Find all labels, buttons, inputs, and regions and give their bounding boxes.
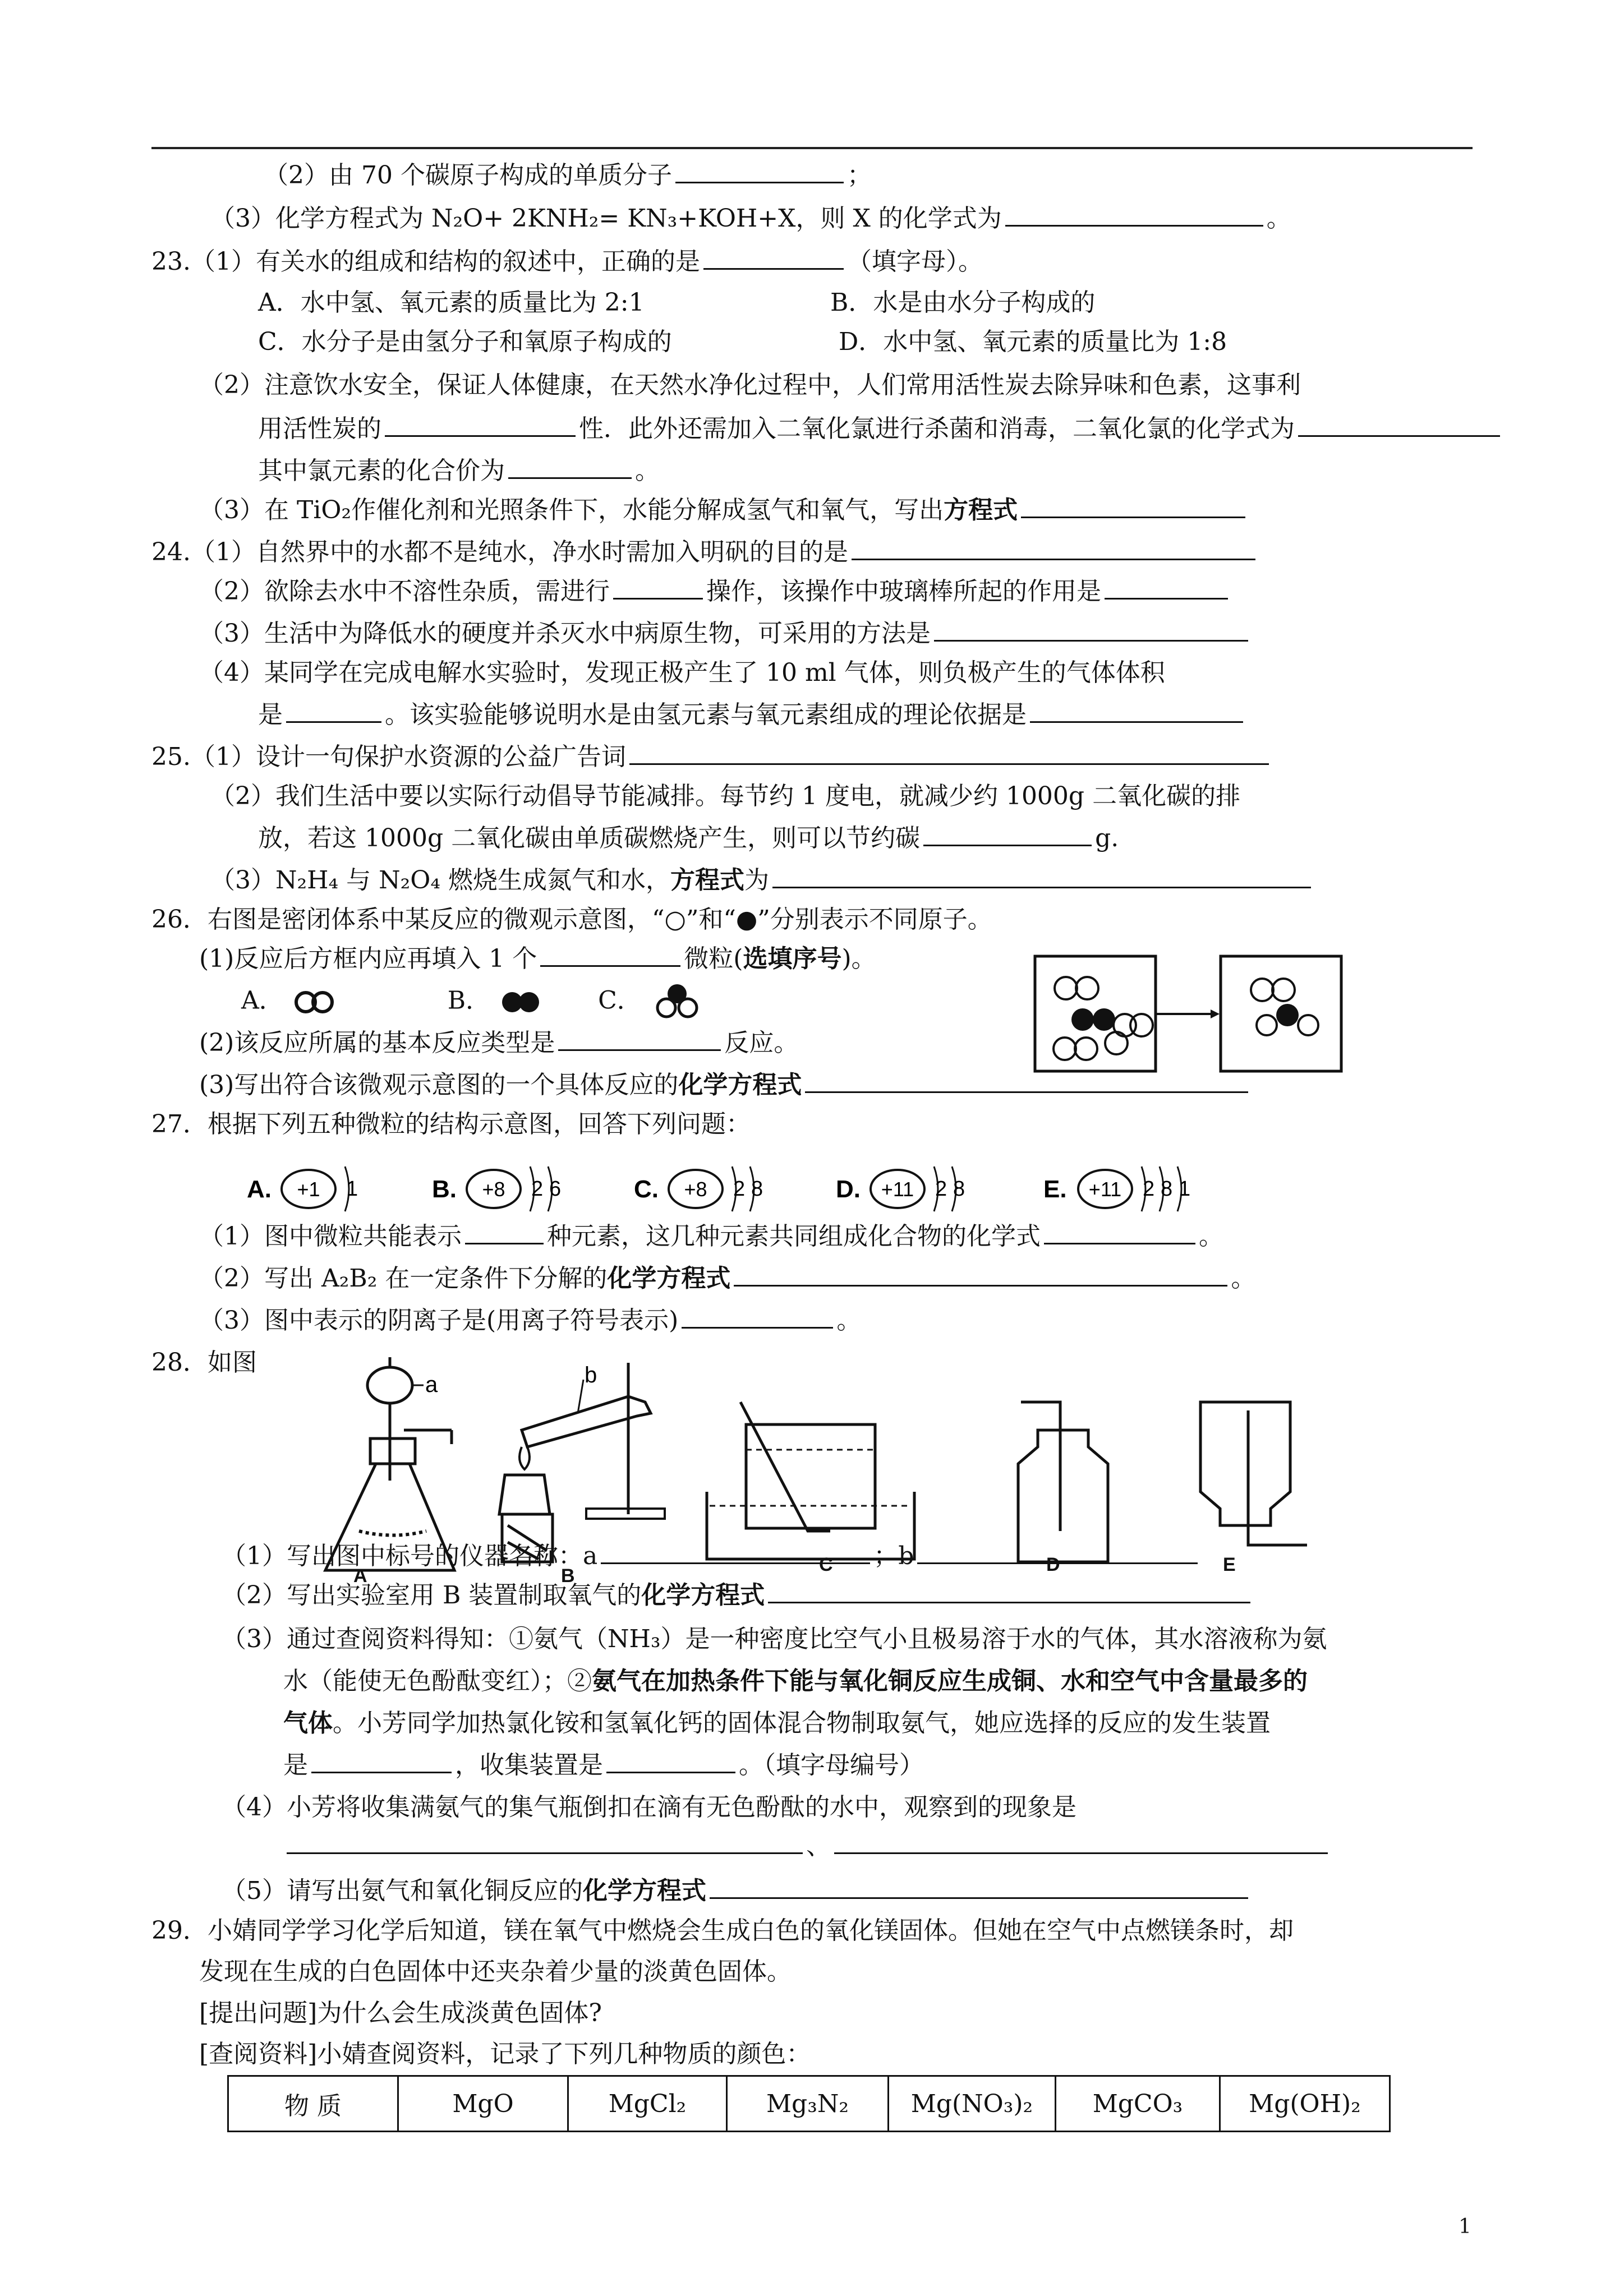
apparatus-c-trough: [707, 1402, 914, 1559]
magnesium-compounds-table: [227, 2075, 1391, 2132]
shell-electron-count: 8: [953, 1177, 965, 1201]
q24-part1: 24.（1）自然界中的水都不是纯水，净水时需加入明矾的目的是: [151, 536, 1259, 569]
q25-part3: （3）N₂H₄ 与 N₂O₄ 燃烧生成氮气和水，方程式为: [210, 864, 1314, 897]
atom-diagram-a: [247, 1167, 358, 1211]
q27-stem: 27．根据下列五种微粒的结构示意图，回答下列问题：: [151, 1110, 751, 1138]
apparatus-b-test-tube: [499, 1363, 665, 1562]
q23-option-b: B．水是由水分子构成的: [830, 288, 1096, 317]
svg-text:+11: +11: [1088, 1178, 1122, 1201]
label-c: C: [819, 1554, 833, 1575]
label-a: A: [353, 1565, 367, 1587]
svg-text:E.: E.: [1043, 1175, 1067, 1203]
molecule-black-two-white-icon: [650, 983, 706, 1022]
q29-question: [提出问题]为什么会生成淡黄色固体?: [199, 1999, 602, 2027]
apparatus-mark-a: a: [425, 1372, 438, 1397]
table-cell: MgCO₃: [1056, 2076, 1220, 2132]
table-cell: Mg₃N₂: [727, 2076, 889, 2132]
q26-option-b-label: B．: [447, 986, 491, 1015]
svg-text:A.: A.: [247, 1175, 272, 1203]
q23-part3: （3）在 TiO₂作催化剂和光照条件下，水能分解成氢气和氧气，写出方程式: [199, 494, 1249, 527]
q27-part2: （2）写出 A₂B₂ 在一定条件下分解的化学方程式 。: [199, 1262, 1255, 1295]
q25-part2-line1: （2）我们生活中要以实际行动倡导节能减排。每节约 1 度电，就减少约 1000g 二氧化碳的排: [210, 782, 1241, 810]
q26-part2: (2)该反应所属的基本反应类型是 反应。: [199, 1026, 798, 1060]
svg-text:D.: D.: [836, 1175, 861, 1203]
label-e: E: [1223, 1554, 1236, 1575]
svg-text:+8: +8: [482, 1178, 505, 1201]
header-rule: [151, 147, 1473, 149]
atom-diagram-d: [836, 1167, 965, 1211]
q26-part3: (3)写出符合该微观示意图的一个具体反应的化学方程式: [199, 1068, 1252, 1102]
shell-electron-count: 2: [935, 1177, 947, 1201]
shell-electron-count: 6: [549, 1177, 562, 1201]
q23-option-a: A．水中氢、氧元素的质量比为 2:1: [258, 288, 645, 317]
table-cell: 物 质: [228, 2076, 398, 2132]
table-cell: Mg(OH)₂: [1220, 2076, 1390, 2132]
q29-reference: [查阅资料]小婧查阅资料，记录了下列几种物质的颜色：: [199, 2040, 811, 2068]
q28-part4-blanks: 、: [283, 1829, 1331, 1863]
q28-part3-line1: （3）通过查阅资料得知：①氨气（NH₃）是一种密度比空气小且极易溶于水的气体，其水溶液称为氨: [222, 1625, 1327, 1653]
q22-part3: （3）化学方程式为 N₂O+ 2KNH₂= KN₃+KOH+X，则 X 的化学式为 。: [210, 202, 1291, 236]
q28-part4: （4）小芳将收集满氨气的集气瓶倒扣在滴有无色酚酞的水中，观察到的现象是: [222, 1793, 1076, 1822]
svg-text:B.: B.: [432, 1175, 457, 1203]
apparatus-mark-b: b: [585, 1363, 597, 1387]
apparatus-d-bottle: [1018, 1402, 1108, 1562]
q28-part1: （1）写出图中标号的仪器名称：a ；b: [222, 1539, 1201, 1573]
shell-electron-count: 1: [346, 1177, 358, 1201]
table-cell: MgCl₂: [568, 2076, 727, 2132]
q24-part2: （2）欲除去水中不溶性杂质，需进行 操作，该操作中玻璃棒所起的作用是: [199, 575, 1231, 608]
q26-options: [241, 983, 706, 1022]
q27-part3: （3）图中表示的阴离子是(用离子符号表示) 。: [199, 1304, 861, 1338]
atom-diagram-e: [1043, 1167, 1190, 1211]
molecule-two-black-icon: [498, 988, 543, 1016]
q28-part2: （2）写出实验室用 B 装置制取氧气的化学方程式: [222, 1579, 1254, 1612]
atom-diagram-b: [432, 1167, 561, 1211]
q25-part1: 25.（1）设计一句保护水资源的公益广告词: [151, 740, 1272, 774]
shell-electron-count: 2: [1143, 1177, 1155, 1201]
q26-option-a-label: A．: [241, 986, 284, 1015]
q22-part2: （2）由 70 个碳原子构成的单质分子 ；: [264, 159, 872, 192]
svg-text:+11: +11: [881, 1178, 914, 1201]
q24-part3: （3）生活中为降低水的硬度并杀灭水中病原生物，可采用的方法是: [199, 617, 1252, 651]
shell-electron-count: 2: [531, 1177, 544, 1201]
q23-option-c: C．水分子是由氢分子和氧原子构成的: [258, 328, 672, 356]
q29-line2: 发现在生成的白色固体中还夹杂着少量的淡黄色固体。: [199, 1957, 792, 1986]
table-cell: Mg(NO₃)₂: [889, 2076, 1056, 2132]
q28-part3-line2: 水（能使无色酚酞变红）；②氨气在加热条件下能与氧化铜反应生成铜、水和空气中含量最多的: [283, 1667, 1308, 1695]
svg-text:+1: +1: [297, 1178, 320, 1201]
q27-part1: （1）图中微粒共能表示 种元素，这几种元素共同组成化合物的化学式 。: [199, 1220, 1223, 1253]
molecule-two-white-icon: [292, 988, 337, 1016]
q28-stem: 28．如图: [151, 1348, 257, 1377]
table-row: [228, 2076, 1390, 2132]
q26-option-c-label: C．: [598, 986, 642, 1015]
q23-part2-line2: 用活性炭的 性．此外还需加入二氧化氯进行杀菌和消毒，二氧化氯的化学式为: [258, 412, 1503, 446]
svg-text:C.: C.: [634, 1175, 659, 1203]
q23-part2-line1: （2）注意饮水安全，保证人体健康，在天然水净化过程中，人们常用活性炭去除异味和色素，这事利: [199, 371, 1301, 399]
q28-part3-line3: 气体。小芳同学加热氯化铵和氢氧化钙的固体混合物制取氨气，她应选择的反应的发生装置: [283, 1709, 1271, 1737]
q26-reaction-diagram: [1032, 953, 1346, 1082]
shell-electron-count: 8: [751, 1177, 763, 1201]
svg-text:+8: +8: [684, 1178, 707, 1201]
q28-part3-line4: 是 ，收集装置是 。（填字母编号）: [283, 1749, 924, 1782]
label-b: B: [561, 1565, 575, 1587]
q23-option-d: D．水中氢、氧元素的质量比为 1:8: [839, 328, 1227, 356]
q23-part1: 23.（1）有关水的组成和结构的叙述中，正确的是 （填字母）。: [151, 245, 983, 279]
q28-part5: （5）请写出氨气和氧化铜反应的化学方程式: [222, 1874, 1252, 1908]
q26-stem: 26．右图是密闭体系中某反应的微观示意图，“○”和“●”分别表示不同原子。: [151, 905, 992, 934]
label-d: D: [1046, 1554, 1060, 1575]
q26-part1: (1)反应后方框内应再填入 1 个 微粒(选填序号)。: [199, 942, 876, 976]
page-number: 1: [1459, 2215, 1471, 2238]
q24-part4-line2: 是 。该实验能够说明水是由氢元素与氧元素组成的理论依据是: [258, 698, 1246, 732]
shell-electron-count: 2: [733, 1177, 746, 1201]
q29-line1: 29．小婧同学学习化学后知道，镁在氧气中燃烧会生成白色的氧化镁固体。但她在空气中点燃镁条时，却: [151, 1916, 1294, 1945]
shell-electron-count: 1: [1179, 1177, 1191, 1201]
q25-part2-line2: 放，若这 1000g 二氧化碳由单质碳燃烧产生，则可以节约碳 g.: [258, 822, 1119, 855]
q23-part2-line3: 其中氯元素的化合价为 。: [258, 454, 660, 488]
shell-electron-count: 8: [1161, 1177, 1173, 1201]
atom-diagram-c: [634, 1167, 763, 1211]
table-cell: MgO: [398, 2076, 568, 2132]
q24-part4-line1: （4）某同学在完成电解水实验时，发现正极产生了 10 ml 气体，则负极产生的气体体积: [199, 658, 1165, 687]
apparatus-e-inverted-bottle: [1200, 1402, 1307, 1545]
